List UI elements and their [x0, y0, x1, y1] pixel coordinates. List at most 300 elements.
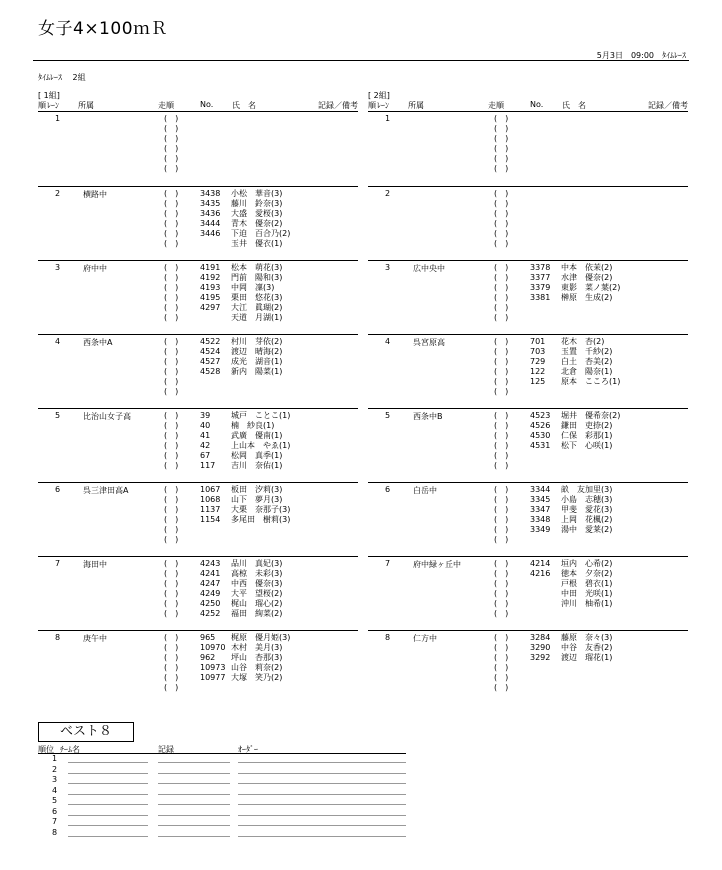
order-slot: ( ): [164, 377, 179, 386]
runner-list: [164, 633, 364, 693]
runner-name: 堀井 優希奈(2): [561, 411, 621, 420]
team-name: 西条中A: [83, 338, 113, 347]
order-slot: ( ): [164, 633, 179, 642]
runner-name: 青木 優奈(2): [231, 219, 283, 228]
runner-row: [164, 569, 364, 579]
best8-rank: 2: [52, 764, 58, 774]
runner-name: 渡辺 瑠花(1): [561, 653, 613, 662]
runner-no: 729: [530, 357, 546, 366]
event-datetime: 5月3日 09:00 ﾀｲﾑﾚｰｽ: [596, 51, 686, 60]
runner-name: 北倉 陽奈(1): [561, 367, 613, 376]
runner-name: 吉川 奈佑(1): [231, 461, 283, 470]
order-slot: ( ): [494, 589, 509, 598]
order-slot: ( ): [494, 293, 509, 302]
col-team: 所属: [78, 101, 94, 110]
runner-row: [494, 535, 694, 545]
runner-list: [494, 263, 694, 323]
runner-name: 上岡 花楓(2): [561, 515, 613, 524]
order-slot: ( ): [494, 124, 509, 133]
runner-row: [494, 495, 694, 505]
lane-number: 5: [385, 411, 391, 420]
runner-name: 楠 紗良(1): [231, 421, 275, 430]
order-slot: ( ): [164, 283, 179, 292]
order-slot: ( ): [164, 357, 179, 366]
team-name: 呉宮原高: [413, 338, 445, 347]
runner-name: 玉置 千紗(2): [561, 347, 613, 356]
runner-row: [494, 114, 694, 124]
runner-no: 4249: [200, 589, 221, 598]
runner-name: 戸根 碧衣(1): [561, 579, 613, 588]
runner-name: 品川 真妃(3): [231, 559, 283, 568]
order-slot: ( ): [494, 609, 509, 618]
runner-name: 水津 優奈(2): [561, 273, 613, 282]
runner-row: [164, 421, 364, 431]
order-slot: ( ): [494, 485, 509, 494]
runner-name: 中田 光咲(1): [561, 589, 613, 598]
runner-no: 4216: [530, 569, 551, 578]
runner-row: [494, 485, 694, 495]
runner-no: 125: [530, 377, 546, 386]
runner-row: [494, 505, 694, 515]
runner-row: [494, 421, 694, 431]
col-order: 走順: [488, 101, 504, 110]
best8-title: ベスト８: [38, 722, 134, 742]
order-slot: ( ): [164, 134, 179, 143]
best8-row: [38, 786, 406, 796]
column-header: [368, 100, 688, 112]
runner-row: [164, 461, 364, 471]
runner-row: [494, 337, 694, 347]
order-slot: ( ): [494, 441, 509, 450]
runner-row: [494, 189, 694, 199]
runner-no: 41: [200, 431, 211, 440]
order-slot: ( ): [494, 579, 509, 588]
order-line: [238, 794, 406, 795]
order-slot: ( ): [164, 114, 179, 123]
runner-row: [494, 431, 694, 441]
runner-no: 4524: [200, 347, 221, 356]
runner-no: 4191: [200, 263, 221, 272]
runner-row: [494, 209, 694, 219]
order-slot: ( ): [494, 199, 509, 208]
best8-row: [38, 775, 406, 785]
order-slot: ( ): [164, 164, 179, 173]
runner-row: [494, 525, 694, 535]
runner-name: 藤川 鈴奈(3): [231, 199, 283, 208]
runner-list: [494, 189, 694, 249]
runner-row: [164, 535, 364, 545]
order-line: [238, 773, 406, 774]
record-line: [158, 825, 230, 826]
order-slot: ( ): [164, 673, 179, 682]
runner-no: 4195: [200, 293, 221, 302]
race-subtitle: ﾀｲﾑﾚｰｽ 2組: [38, 73, 86, 82]
runner-row: [164, 357, 364, 367]
runner-name: 徳本 夕奈(2): [561, 569, 613, 578]
heat-row: [38, 482, 358, 557]
order-slot: ( ): [494, 114, 509, 123]
runner-name: 新内 陽菜(1): [231, 367, 283, 376]
runner-name: 松岡 真季(1): [231, 451, 283, 460]
runner-row: [164, 144, 364, 154]
runner-row: [164, 589, 364, 599]
heat-row: [38, 408, 358, 483]
runner-no: 122: [530, 367, 546, 376]
lane-number: 7: [385, 559, 391, 568]
order-slot: ( ): [494, 411, 509, 420]
record-line: [158, 783, 230, 784]
runner-no: 1067: [200, 485, 221, 494]
order-slot: ( ): [164, 663, 179, 672]
runner-row: [164, 189, 364, 199]
runner-no: 965: [200, 633, 216, 642]
order-slot: ( ): [164, 461, 179, 470]
runner-row: [164, 229, 364, 239]
col-lane: ﾚｰﾝ: [377, 101, 389, 110]
runner-name: 大江 眞瑚(2): [231, 303, 283, 312]
runner-no: 67: [200, 451, 211, 460]
lane-number: 5: [55, 411, 61, 420]
order-line: [238, 815, 406, 816]
runner-row: [164, 367, 364, 377]
best8-row: [38, 754, 406, 764]
order-slot: ( ): [164, 367, 179, 376]
best8-rank: 1: [52, 754, 58, 763]
col-order: 走順: [158, 101, 174, 110]
best8-rank: 7: [52, 817, 58, 826]
runner-row: [494, 609, 694, 619]
heat-row: [38, 630, 358, 705]
best8-rank: 5: [52, 796, 58, 805]
runner-name: 松本 萌花(3): [231, 263, 283, 272]
runner-name: 梶原 優月姫(3): [231, 633, 291, 642]
order-slot: ( ): [494, 683, 509, 692]
order-line: [238, 783, 406, 784]
runner-name: 玉井 優衣(1): [231, 239, 283, 248]
runner-no: 3436: [200, 209, 221, 218]
order-slot: ( ): [164, 124, 179, 133]
runner-row: [494, 633, 694, 643]
runner-no: 4527: [200, 357, 221, 366]
col-team: 所属: [408, 101, 424, 110]
runner-row: [164, 643, 364, 653]
record-line: [158, 773, 230, 774]
runner-row: [494, 263, 694, 273]
best8-row: [38, 828, 406, 838]
order-slot: ( ): [164, 653, 179, 662]
record-line: [158, 815, 230, 816]
order-slot: ( ): [494, 515, 509, 524]
runner-no: 4192: [200, 273, 221, 282]
runner-list: [494, 633, 694, 693]
record-line: [158, 762, 230, 763]
runner-no: 10973: [200, 663, 226, 672]
runner-name: 榊原 生成(2): [561, 293, 613, 302]
col-name: 氏 名: [562, 101, 586, 110]
team-name: 西条中B: [413, 412, 443, 421]
best8-rank: 8: [52, 827, 58, 837]
order-slot: ( ): [164, 609, 179, 618]
runner-no: 4247: [200, 579, 221, 588]
runner-row: [494, 559, 694, 569]
col-no: No.: [530, 100, 544, 109]
order-slot: ( ): [494, 387, 509, 396]
team-line: [68, 825, 148, 826]
order-slot: ( ): [164, 313, 179, 322]
order-slot: ( ): [494, 229, 509, 238]
runner-row: [494, 134, 694, 144]
runner-name: 畝 友加里(3): [561, 485, 613, 494]
heat-row: [368, 408, 688, 483]
best8-header: [38, 744, 406, 754]
team-name: 府中緑ヶ丘中: [413, 560, 461, 569]
order-slot: ( ): [494, 525, 509, 534]
order-slot: ( ): [164, 579, 179, 588]
runner-no: 4243: [200, 559, 221, 568]
heat-row: [368, 334, 688, 409]
runner-name: 中谷 友香(2): [561, 643, 613, 652]
runner-list: [164, 263, 364, 323]
runner-no: 40: [200, 421, 211, 430]
order-slot: ( ): [164, 337, 179, 346]
column-header: [38, 100, 358, 112]
team-name: 庚午中: [83, 634, 107, 643]
best8-rank: 4: [52, 785, 58, 795]
runner-row: [494, 589, 694, 599]
col-record: 記録／備考: [648, 101, 688, 110]
order-slot: ( ): [494, 569, 509, 578]
best8-row: [38, 796, 406, 806]
runner-no: 4214: [530, 559, 551, 568]
order-slot: ( ): [494, 599, 509, 608]
lane-number: 6: [55, 485, 61, 494]
runner-name: 大塚 笑乃(2): [231, 673, 283, 682]
runner-row: [164, 219, 364, 229]
runner-no: 4241: [200, 569, 221, 578]
runner-no: 3377: [530, 273, 551, 282]
runner-no: 3349: [530, 525, 551, 534]
runner-no: 39: [200, 411, 211, 420]
runner-row: [494, 367, 694, 377]
runner-name: 花木 杏(2): [561, 337, 605, 346]
order-slot: ( ): [164, 421, 179, 430]
order-slot: ( ): [164, 505, 179, 514]
runner-row: [494, 377, 694, 387]
order-slot: ( ): [494, 154, 509, 163]
runner-row: [494, 599, 694, 609]
runner-name: 門前 陽和(3): [231, 273, 283, 282]
runner-list: [494, 114, 694, 174]
best8-row: [38, 817, 406, 827]
runner-list: [164, 189, 364, 249]
order-slot: ( ): [494, 451, 509, 460]
order-slot: ( ): [164, 263, 179, 272]
runner-name: 松下 心咲(1): [561, 441, 613, 450]
order-slot: ( ): [164, 525, 179, 534]
runner-row: [494, 569, 694, 579]
runner-name: 多尾田 樹莉(3): [231, 515, 291, 524]
runner-name: 中本 依茉(2): [561, 263, 613, 272]
order-line: [238, 825, 406, 826]
order-slot: ( ): [164, 535, 179, 544]
runner-row: [494, 663, 694, 673]
order-slot: ( ): [494, 421, 509, 430]
lane-number: 2: [55, 189, 61, 198]
order-slot: ( ): [164, 589, 179, 598]
runner-no: 117: [200, 461, 216, 470]
runner-name: 山下 夢月(3): [231, 495, 283, 504]
runner-row: [164, 263, 364, 273]
runner-name: 原本 こころ(1): [561, 377, 621, 386]
best8-row: [38, 807, 406, 817]
record-line: [158, 794, 230, 795]
runner-list: [164, 485, 364, 545]
lane-number: 3: [385, 263, 391, 272]
runner-row: [494, 441, 694, 451]
runner-row: [494, 683, 694, 693]
heat-row: [368, 630, 688, 705]
best8-rank: 6: [52, 806, 58, 816]
runner-no: 4523: [530, 411, 551, 420]
runner-name: 栗田 悠花(3): [231, 293, 283, 302]
best8-row: [38, 765, 406, 775]
runner-name: 湯中 愛莱(2): [561, 525, 613, 534]
header-rule: [33, 60, 689, 61]
order-line: [238, 804, 406, 805]
runner-row: [494, 283, 694, 293]
runner-row: [494, 673, 694, 683]
runner-name: 高椋 未彩(3): [231, 569, 283, 578]
runner-row: [164, 209, 364, 219]
runner-no: 703: [530, 347, 546, 356]
col-rank: 順: [368, 101, 376, 110]
runner-row: [164, 683, 364, 693]
order-slot: ( ): [494, 663, 509, 672]
best8-col-record: 記録: [158, 745, 174, 754]
runner-row: [494, 387, 694, 397]
order-slot: ( ): [164, 411, 179, 420]
runner-no: 3347: [530, 505, 551, 514]
order-slot: ( ): [164, 189, 179, 198]
runner-name: 中西 優奈(3): [231, 579, 283, 588]
order-slot: ( ): [164, 144, 179, 153]
runner-row: [494, 199, 694, 209]
team-line: [68, 815, 148, 816]
col-no: No.: [200, 100, 214, 109]
runner-row: [164, 273, 364, 283]
runner-no: 42: [200, 441, 211, 450]
group-label: [ 1組]: [38, 91, 60, 100]
runner-row: [164, 599, 364, 609]
team-line: [68, 762, 148, 763]
runner-row: [164, 114, 364, 124]
runner-name: 大盛 愛桜(3): [231, 209, 283, 218]
order-slot: ( ): [164, 683, 179, 692]
lane-number: 1: [385, 114, 391, 123]
order-slot: ( ): [494, 357, 509, 366]
runner-row: [164, 633, 364, 643]
runner-no: 3292: [530, 653, 551, 662]
runner-row: [164, 663, 364, 673]
group-label: [ 2組]: [368, 91, 390, 100]
team-line: [68, 783, 148, 784]
runner-name: 小松 華音(3): [231, 189, 283, 198]
runner-list: [164, 114, 364, 174]
runner-row: [164, 609, 364, 619]
runner-name: 鎌田 吏捺(2): [561, 421, 613, 430]
runner-row: [164, 303, 364, 313]
order-slot: ( ): [494, 673, 509, 682]
runner-row: [494, 653, 694, 663]
runner-name: 藤原 奈々(3): [561, 633, 613, 642]
runner-no: 3379: [530, 283, 551, 292]
lane-number: 6: [385, 485, 391, 494]
runner-row: [164, 559, 364, 569]
heat-row: [38, 186, 358, 261]
order-slot: ( ): [164, 485, 179, 494]
heat-row: [38, 112, 358, 186]
runner-row: [164, 283, 364, 293]
runner-no: 10977: [200, 673, 226, 682]
runner-row: [164, 525, 364, 535]
runner-no: 4250: [200, 599, 221, 608]
order-slot: ( ): [494, 653, 509, 662]
runner-row: [164, 441, 364, 451]
runner-row: [494, 515, 694, 525]
order-slot: ( ): [494, 347, 509, 356]
runner-no: 3444: [200, 219, 221, 228]
runner-no: 4530: [530, 431, 551, 440]
lane-number: 2: [385, 189, 391, 198]
order-slot: ( ): [164, 495, 179, 504]
runner-name: 仁保 彩那(1): [561, 431, 613, 440]
order-slot: ( ): [494, 134, 509, 143]
runner-name: 大栗 奈那子(3): [231, 505, 291, 514]
heat-row: [368, 260, 688, 335]
team-line: [68, 773, 148, 774]
runner-row: [164, 134, 364, 144]
order-slot: ( ): [164, 219, 179, 228]
runner-no: 3345: [530, 495, 551, 504]
lane-number: 3: [55, 263, 61, 272]
runner-name: 村川 芽依(2): [231, 337, 283, 346]
runner-no: 4252: [200, 609, 221, 618]
team-name: 白岳中: [413, 486, 437, 495]
runner-row: [494, 643, 694, 653]
heat-row: [38, 260, 358, 335]
runner-row: [494, 219, 694, 229]
heat-row: [368, 482, 688, 557]
lane-number: 4: [385, 337, 391, 346]
order-slot: ( ): [494, 313, 509, 322]
runner-name: 城戸 ことこ(1): [231, 411, 291, 420]
runner-row: [494, 347, 694, 357]
runner-name: 中岡 凜(3): [231, 283, 275, 292]
runner-row: [164, 337, 364, 347]
order-slot: ( ): [164, 293, 179, 302]
col-rank: 順: [38, 101, 46, 110]
team-line: [68, 804, 148, 805]
team-line: [68, 836, 148, 837]
runner-no: 701: [530, 337, 546, 346]
runner-name: 白土 杏美(2): [561, 357, 613, 366]
order-line: [238, 762, 406, 763]
team-name: 仁方中: [413, 634, 437, 643]
runner-row: [494, 579, 694, 589]
runner-row: [494, 303, 694, 313]
runner-name: 福田 絢菜(2): [231, 609, 283, 618]
order-slot: ( ): [164, 154, 179, 163]
